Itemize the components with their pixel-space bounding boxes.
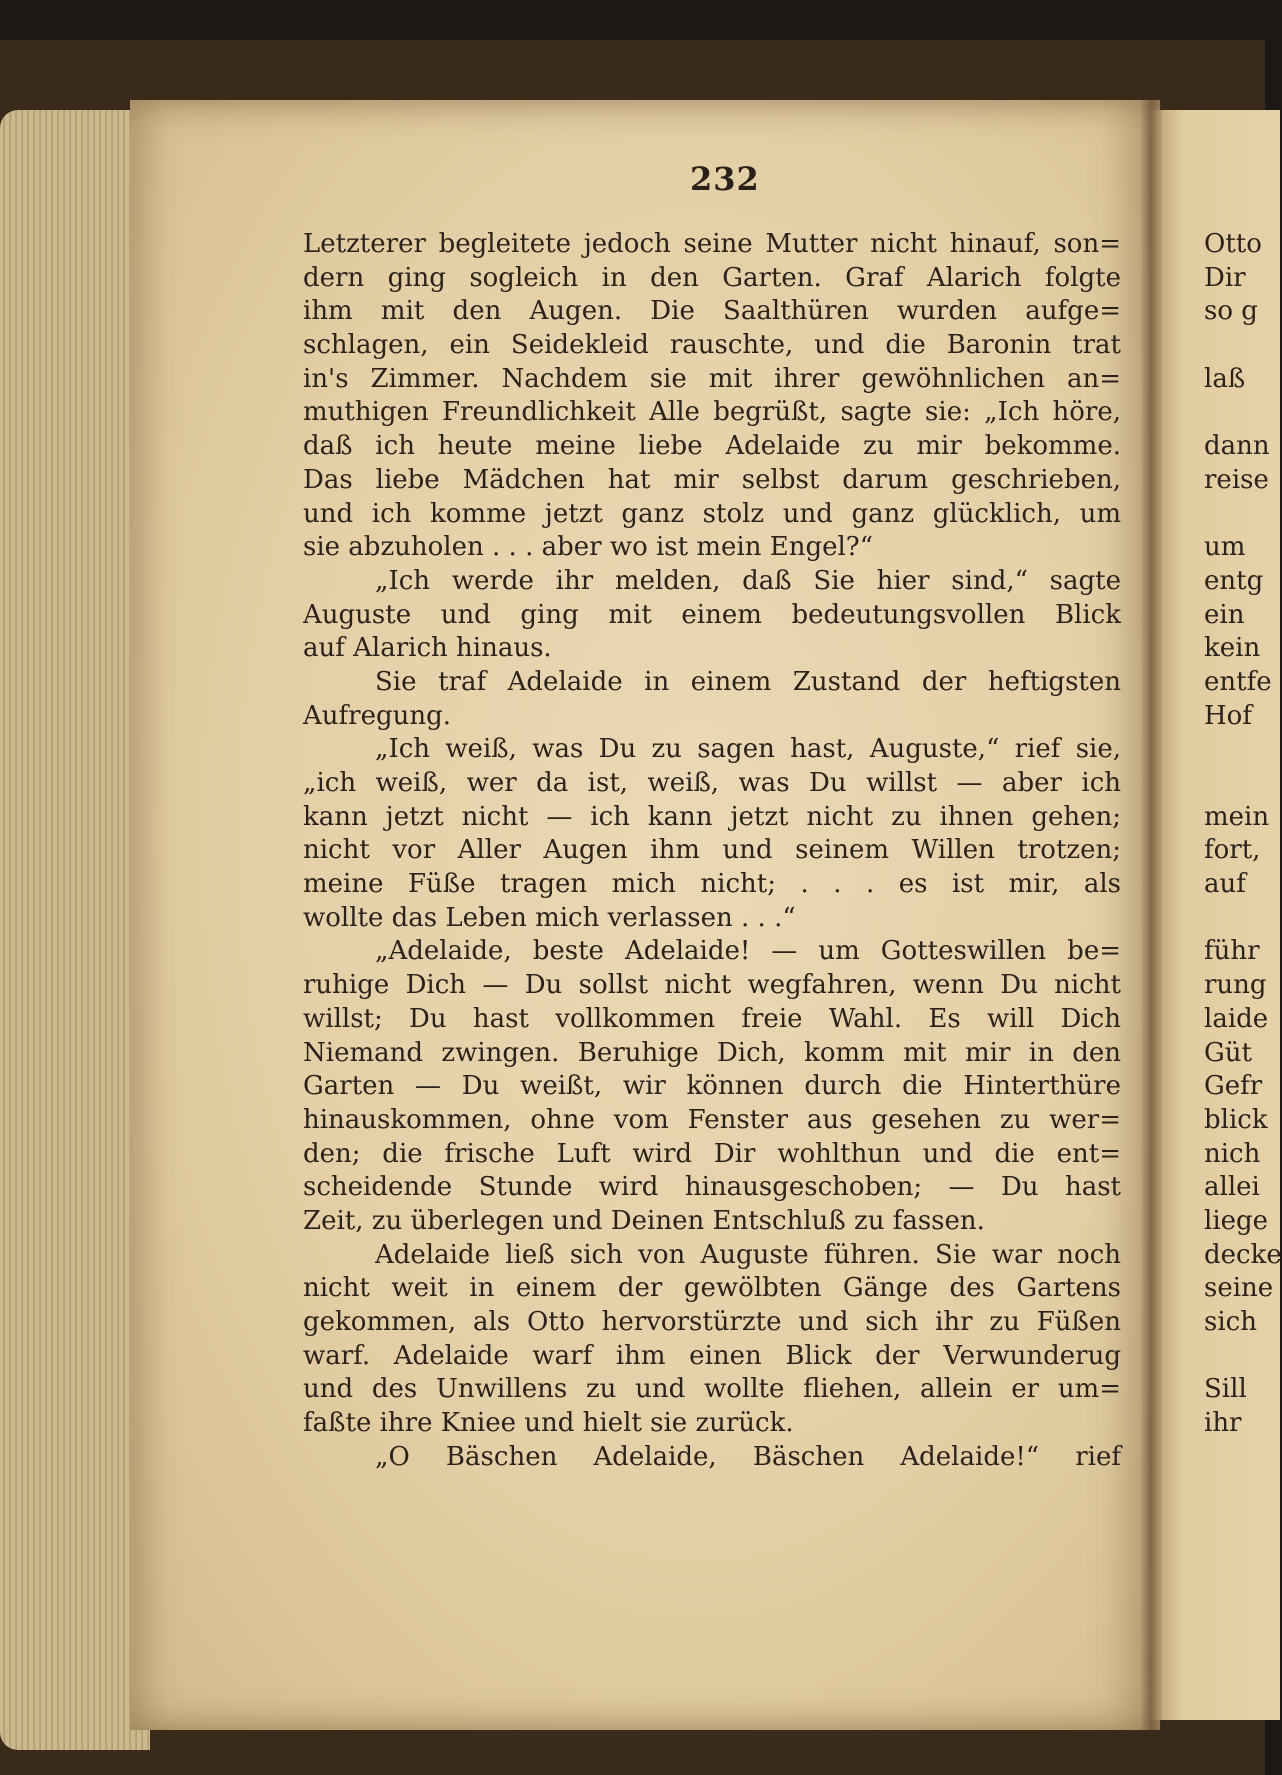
text-line: in's Zimmer. Nachdem sie mit ihrer gewöhnlichen an=: [303, 363, 1121, 394]
right-page-line: fort,: [1204, 835, 1261, 866]
right-page-line: Hof: [1204, 700, 1252, 731]
text-line: „Ich weiß, was Du zu sagen hast, Auguste,“ rief sie,: [375, 734, 1121, 765]
page-number: 232: [690, 160, 760, 198]
text-line: ruhige Dich — Du sollst nicht wegfahren, wenn Du nicht: [303, 970, 1121, 1001]
text-line: auf Alarich hinaus.: [303, 633, 552, 664]
right-page-line: ein: [1204, 599, 1245, 630]
text-line: und ich komme jetzt ganz stolz und ganz glücklich, um: [303, 498, 1121, 529]
text-line: kann jetzt nicht — ich kann jetzt nicht zu ihnen gehen;: [303, 801, 1121, 832]
text-line: gekommen, als Otto hervorstürzte und sich ihr zu Füßen: [303, 1307, 1121, 1337]
text-line: willst; Du hast vollkommen freie Wahl. Es will Dich: [303, 1003, 1121, 1034]
text-line: Sie traf Adelaide in einem Zustand der heftigsten: [375, 666, 1121, 697]
text-line: Letzterer begleitete jedoch seine Mutter nicht hinauf, son=: [303, 229, 1121, 259]
right-page-line: Gefr: [1204, 1071, 1263, 1102]
text-line: scheidende Stunde wird hinausgeschoben; — Du hast: [303, 1172, 1121, 1203]
right-page-line: liege: [1204, 1205, 1269, 1236]
right-page-line: reise: [1204, 464, 1269, 495]
right-page-line: laide: [1204, 1003, 1269, 1034]
right-page-line: dann: [1204, 431, 1270, 462]
text-line: warf. Adelaide warf ihm einen Blick der Verwunderug: [303, 1340, 1121, 1371]
right-page-line: [1204, 902, 1265, 936]
right-page-line: [1204, 396, 1265, 430]
text-line: den; die frische Luft wird Dir wohlthun und die ent=: [303, 1138, 1121, 1169]
right-page-line: um: [1204, 532, 1246, 563]
right-page-line: [1204, 329, 1265, 363]
text-line: faßte ihre Kniee und hielt sie zurück.: [303, 1408, 794, 1439]
right-page-text: [1204, 228, 1282, 1441]
right-page-line: [1204, 498, 1265, 532]
text-line: hinauskommen, ohne vom Fenster aus gesehen zu wer=: [303, 1104, 1121, 1135]
right-page-line: ihr: [1204, 1408, 1242, 1439]
text-line: meine Füße tragen mich nicht; . . . es ist mir, als: [303, 869, 1121, 900]
right-page-line: decke: [1204, 1239, 1282, 1270]
right-page-line: allei: [1204, 1172, 1260, 1203]
text-line: Aufregung.: [303, 700, 452, 731]
right-page-line: entg: [1204, 565, 1264, 596]
right-page-line: Güt: [1204, 1037, 1252, 1068]
text-line: „ich weiß, wer da ist, weiß, was Du willst — aber ich: [303, 768, 1121, 798]
text-line: wollte das Leben mich verlassen . . .“: [303, 902, 796, 933]
text-line: muthigen Freundlichkeit Alle begrüßt, sagte sie: „Ich höre,: [303, 397, 1121, 428]
text-line: „O Bäschen Adelaide, Bäschen Adelaide!“ rief: [375, 1441, 1121, 1472]
right-page-line: nich: [1204, 1138, 1261, 1169]
right-page-line: entfe: [1204, 666, 1272, 697]
text-line: Auguste und ging mit einem bedeutungsvollen Blick: [303, 599, 1121, 630]
text-line: sie abzuholen . . . aber wo ist mein Engel?“: [303, 532, 874, 563]
text-line: Garten — Du weißt, wir können durch die Hinterthüre: [303, 1071, 1121, 1102]
book-gutter: [1140, 100, 1162, 1730]
right-page-line: Otto: [1204, 229, 1262, 259]
text-line: „Adelaide, beste Adelaide! — um Gotteswillen be=: [375, 936, 1121, 967]
right-page-line: seine: [1204, 1273, 1274, 1304]
text-line: und des Unwillens zu und wollte fliehen, allein er um=: [303, 1374, 1121, 1405]
text-line: nicht vor Aller Augen ihm und seinem Willen trotzen;: [303, 835, 1121, 866]
right-page-line: auf: [1204, 869, 1246, 900]
page-edges: [0, 110, 150, 1750]
right-page-line: Sill: [1204, 1374, 1247, 1405]
right-page-line: Dir: [1204, 262, 1246, 293]
right-page-line: sich: [1204, 1307, 1257, 1337]
text-line: daß ich heute meine liebe Adelaide zu mir bekomme.: [303, 431, 1121, 462]
text-line: Adelaide ließ sich von Auguste führen. Sie war noch: [375, 1239, 1121, 1270]
text-line: schlagen, ein Seidekleid rauschte, und die Baronin trat: [303, 330, 1121, 361]
right-page-line: [1204, 733, 1265, 767]
text-line: Zeit, zu überlegen und Deinen Entschluß zu fassen.: [303, 1205, 985, 1236]
text-line: Niemand zwingen. Beruhige Dich, komm mit mir in den: [303, 1037, 1121, 1068]
right-page-line: [1204, 1340, 1265, 1374]
right-page-line: blick: [1204, 1104, 1268, 1135]
text-line: Das liebe Mädchen hat mir selbst darum geschrieben,: [303, 464, 1121, 495]
page-text: [303, 228, 1121, 1474]
right-page-line: mein: [1204, 801, 1270, 832]
text-line: ihm mit den Augen. Die Saalthüren wurden aufge=: [303, 296, 1121, 327]
right-page-line: führ: [1204, 936, 1260, 967]
text-line: dern ging sogleich in den Garten. Graf Alarich folgte: [303, 262, 1121, 293]
right-page-line: kein: [1204, 633, 1261, 664]
text-line: nicht weit in einem der gewölbten Gänge des Gartens: [303, 1273, 1121, 1304]
right-page-line: laß: [1204, 363, 1246, 394]
text-line: „Ich werde ihr melden, daß Sie hier sind,“ sagte: [375, 565, 1121, 596]
right-page-line: [1204, 767, 1265, 801]
right-page-line: so g: [1204, 296, 1258, 327]
right-page-line: rung: [1204, 970, 1267, 1001]
